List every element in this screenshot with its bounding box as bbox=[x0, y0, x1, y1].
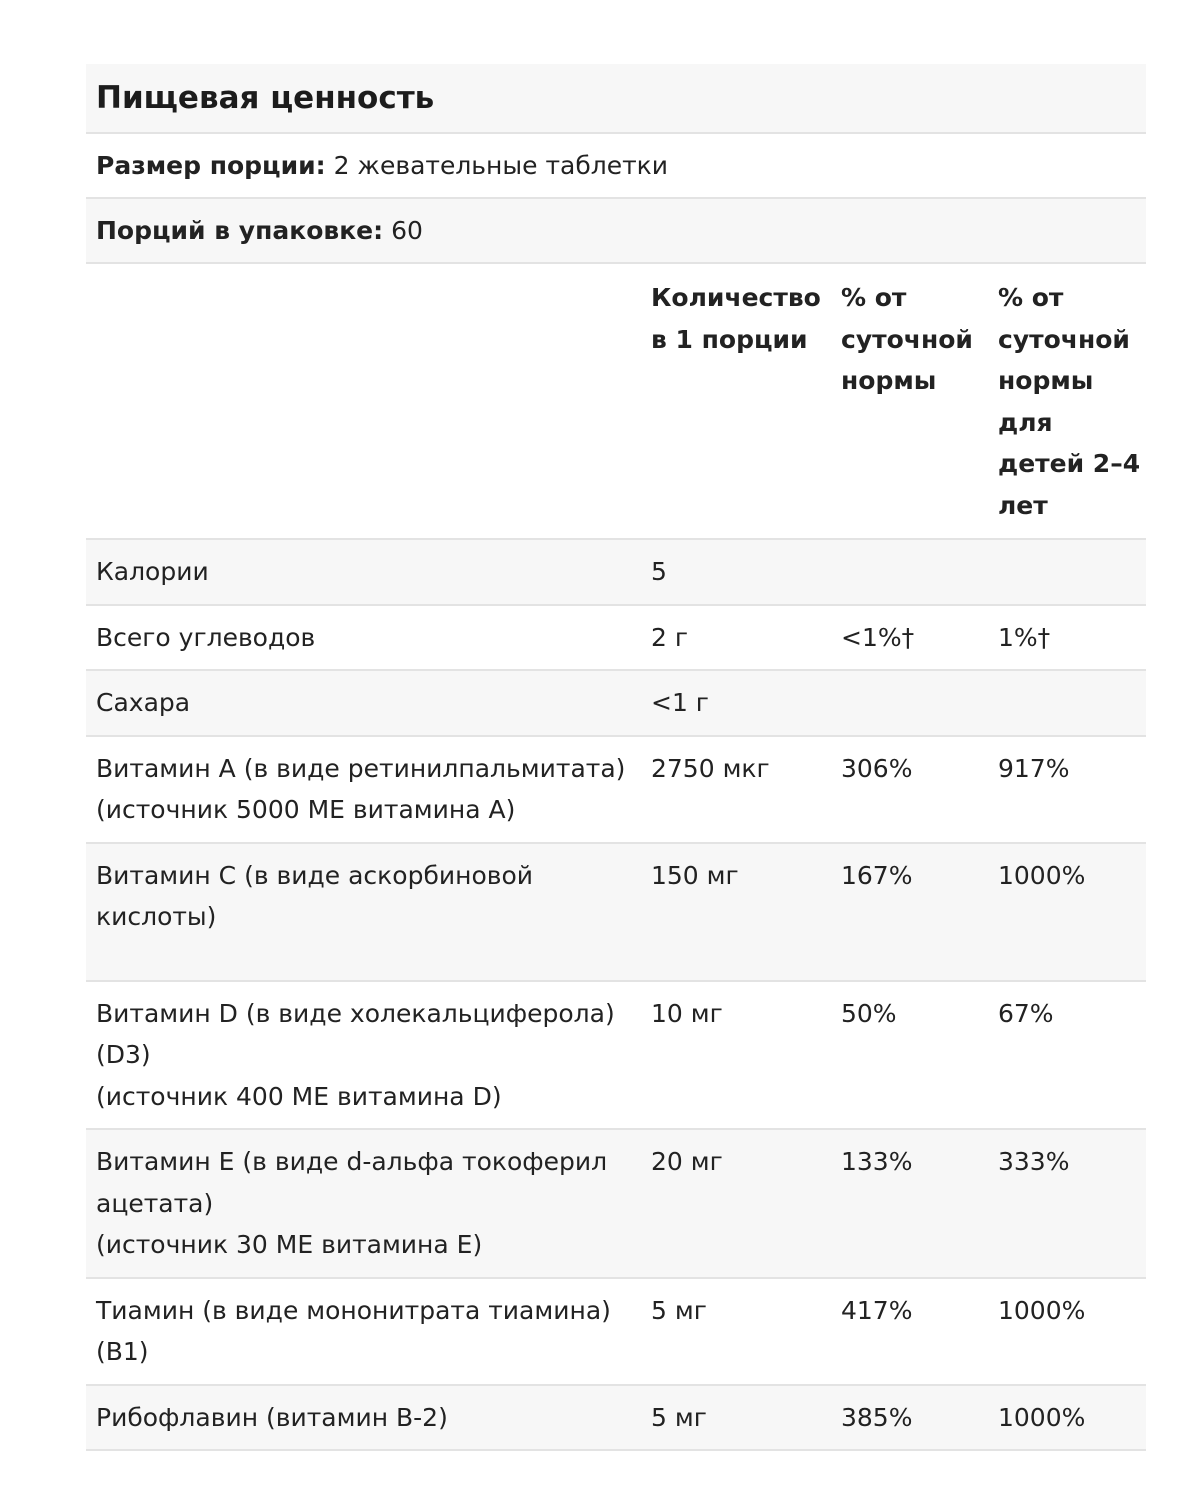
nutrient-daily-value bbox=[831, 670, 988, 736]
servings-per-container-row bbox=[86, 199, 1146, 264]
nutrient-amount: <1 г bbox=[641, 670, 831, 736]
nutrient-name: Всего углеводов bbox=[86, 605, 641, 671]
nutrient-name: Рибофлавин (витамин B-2) bbox=[86, 1385, 641, 1451]
page-title: Пищевая ценность bbox=[96, 80, 435, 116]
nutrient-amount: 5 bbox=[641, 539, 831, 605]
nutrient-name: Сахара bbox=[86, 670, 641, 736]
serving-size-label: Размер порции: bbox=[96, 151, 326, 180]
nutrient-amount: 2750 мкг bbox=[641, 736, 831, 843]
nutrient-amount: 150 мг bbox=[641, 843, 831, 981]
table-row bbox=[86, 539, 1146, 605]
table-row bbox=[86, 670, 1146, 736]
nutrient-daily-value-kids: 67% bbox=[988, 981, 1146, 1130]
header-amount: Количество в 1 порции bbox=[641, 264, 831, 539]
nutrition-facts-panel bbox=[86, 64, 1146, 1451]
nutrition-table bbox=[86, 264, 1146, 1451]
nutrient-amount: 20 мг bbox=[641, 1129, 831, 1278]
nutrient-daily-value: 417% bbox=[831, 1278, 988, 1385]
nutrient-amount: 5 мг bbox=[641, 1278, 831, 1385]
table-row bbox=[86, 605, 1146, 671]
table-row bbox=[86, 1129, 1146, 1278]
nutrient-name: Витамин D (в виде холекальциферола) (D3) (источник 400 МЕ витамина D) bbox=[86, 981, 641, 1130]
nutrient-amount: 10 мг bbox=[641, 981, 831, 1130]
nutrient-daily-value-kids: 917% bbox=[988, 736, 1146, 843]
table-row bbox=[86, 981, 1146, 1130]
nutrient-daily-value-kids bbox=[988, 670, 1146, 736]
table-row bbox=[86, 736, 1146, 843]
nutrient-daily-value-kids: 333% bbox=[988, 1129, 1146, 1278]
nutrient-daily-value-kids: 1%† bbox=[988, 605, 1146, 671]
nutrient-amount: 5 мг bbox=[641, 1385, 831, 1451]
table-row bbox=[86, 1278, 1146, 1385]
table-row bbox=[86, 1385, 1146, 1451]
header-daily-value-kids: % от суточной нормы для детей 2–4 лет bbox=[988, 264, 1146, 539]
nutrient-daily-value-kids: 1000% bbox=[988, 1385, 1146, 1451]
header-daily-value: % от суточной нормы bbox=[831, 264, 988, 539]
nutrient-name: Витамин C (в виде аскорбиновой кислоты) bbox=[86, 843, 641, 981]
nutrient-daily-value: 50% bbox=[831, 981, 988, 1130]
nutrient-daily-value-kids bbox=[988, 539, 1146, 605]
nutrient-daily-value: 306% bbox=[831, 736, 988, 843]
table-row bbox=[86, 843, 1146, 981]
nutrient-name: Витамин A (в виде ретинилпальмитата) (источник 5000 МЕ витамина А) bbox=[86, 736, 641, 843]
nutrient-name: Тиамин (в виде мононитрата тиамина) (B1) bbox=[86, 1278, 641, 1385]
nutrient-daily-value: 133% bbox=[831, 1129, 988, 1278]
nutrient-amount: 2 г bbox=[641, 605, 831, 671]
nutrient-daily-value-kids: 1000% bbox=[988, 1278, 1146, 1385]
header-nutrient bbox=[86, 264, 641, 539]
servings-per-container-value: 60 bbox=[391, 216, 423, 245]
nutrient-name: Витамин E (в виде d-альфа токоферил ацетата) (источник 30 МЕ витамина E) bbox=[86, 1129, 641, 1278]
nutrient-name: Калории bbox=[86, 539, 641, 605]
servings-per-container-label: Порций в упаковке: bbox=[96, 216, 384, 245]
nutrient-daily-value bbox=[831, 539, 988, 605]
nutrient-daily-value: 385% bbox=[831, 1385, 988, 1451]
table-header-row bbox=[86, 264, 1146, 539]
serving-size-value: 2 жевательные таблетки bbox=[333, 151, 669, 180]
nutrient-daily-value: 167% bbox=[831, 843, 988, 981]
nutrient-daily-value-kids: 1000% bbox=[988, 843, 1146, 981]
serving-size-row bbox=[86, 134, 1146, 199]
title-row bbox=[86, 64, 1146, 134]
nutrient-daily-value: <1%† bbox=[831, 605, 988, 671]
